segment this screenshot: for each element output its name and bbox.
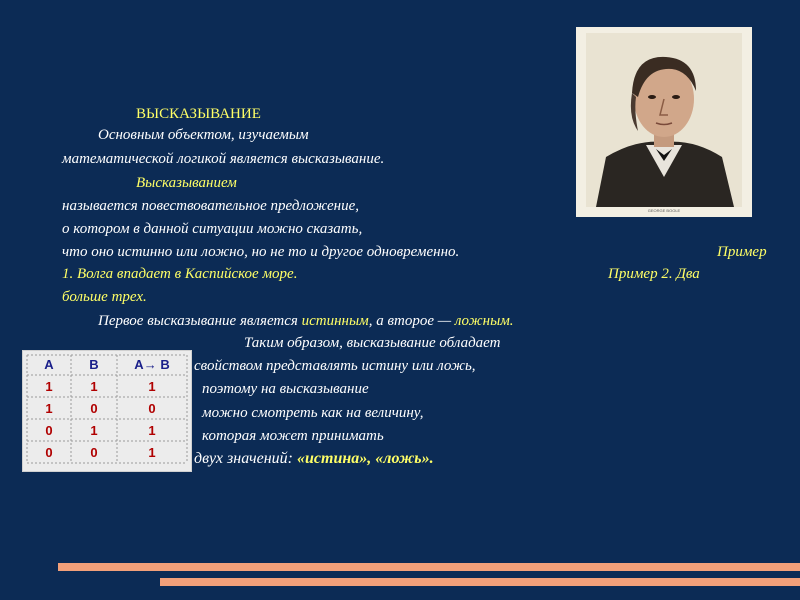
table-cell: 1 <box>148 423 156 438</box>
text-line-13: можно смотреть как на величину, <box>202 405 424 421</box>
table-cell: 0 <box>45 445 53 460</box>
example-1-label: Пример <box>717 244 767 260</box>
example-1-text: 1. Волга впадает в Каспийское море. <box>62 266 298 282</box>
table-cell: 1 <box>90 379 98 394</box>
text-line-9-c: , а второе — <box>368 313 455 329</box>
example-2-text: больше трех. <box>62 289 147 305</box>
text-line-14: которая может принимать <box>202 428 384 444</box>
table-cell: 0 <box>148 401 156 416</box>
header-implication-a: A <box>134 357 144 372</box>
text-line-11: свойством представлять истину или ложь, <box>194 358 476 374</box>
header-implication-b: B <box>160 357 170 372</box>
decorative-stripe-top <box>58 563 800 571</box>
portrait-drawing <box>576 27 752 217</box>
table-cell: 0 <box>90 445 98 460</box>
table-cell: 1 <box>148 379 156 394</box>
text-line-9 <box>98 312 514 330</box>
word-true: истинным <box>301 313 369 329</box>
portrait-caption: GEORGE BOOLE <box>647 208 681 213</box>
text-line-15 <box>194 450 434 468</box>
table-cell: 0 <box>45 423 53 438</box>
truth-table <box>22 350 192 472</box>
example-2-label: Пример 2. Два <box>608 266 700 282</box>
text-line-12: поэтому на высказывание <box>202 381 369 397</box>
text-line-2: математической логикой является высказывание. <box>62 151 385 167</box>
text-line-10: Таким образом, высказывание обладает <box>244 335 501 351</box>
text-line-15-a: двух значений: <box>194 450 297 467</box>
text-line-6: что оно истинно или ложно, но не то и другое одновременно. <box>62 244 460 260</box>
text-line-3: Высказыванием <box>136 175 237 191</box>
table-cell: 1 <box>45 401 53 416</box>
table-cell: 1 <box>90 423 98 438</box>
header-a: A <box>44 357 54 372</box>
text-line-9-a: Первое высказывание является <box>98 313 302 329</box>
values-list: «истина», «ложь». <box>297 450 434 467</box>
decorative-stripe-bottom <box>160 578 800 586</box>
arrow-icon: → <box>143 357 157 372</box>
table-cell: 0 <box>90 401 98 416</box>
table-cell: 1 <box>148 445 156 460</box>
heading: ВЫСКАЗЫВАНИЕ <box>136 106 261 122</box>
text-line-1: Основным объектом, изучаемым <box>98 127 309 143</box>
header-implication <box>117 356 187 374</box>
portrait-image <box>576 27 752 217</box>
text-line-5: о котором в данной ситуации можно сказать, <box>62 221 363 237</box>
text-line-4: называется повествовательное предложение, <box>62 198 360 214</box>
table-cell: 1 <box>45 379 53 394</box>
word-false: ложным. <box>454 313 514 329</box>
header-b: B <box>89 357 99 372</box>
